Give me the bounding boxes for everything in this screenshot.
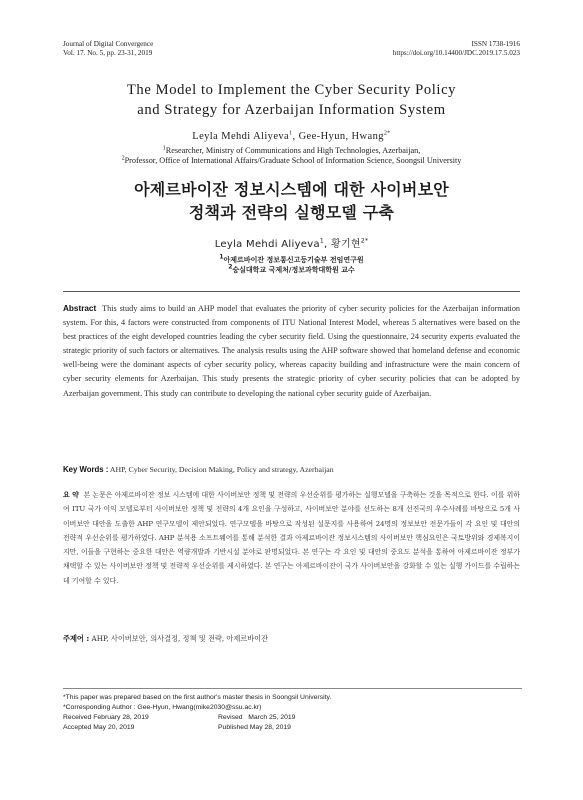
aff-1-sup: 1 (162, 145, 166, 152)
author-1: Leyla Mehdi Aliyeva (192, 131, 290, 142)
abstract-label: Abstract (63, 304, 97, 313)
title-en-line1: The Model to Implement the Cyber Security Policy (126, 82, 457, 98)
title-ko-line1: 아제르바이잔 정보시스템에 대한 사이버보안 (134, 180, 449, 199)
journal-volume: Vol. 17. No. 5, pp. 23-31, 2019 (63, 49, 153, 57)
author-2-sup: 2* (383, 130, 391, 137)
revised-date: Revised March 25, 2019 (218, 714, 296, 721)
abstract-ko-label: 요 약 (63, 491, 79, 499)
journal-name: Journal of Digital Convergence (63, 40, 154, 48)
affiliation-en-1: $^1$Researcher, Ministry of Communications and High Technologies, Azerbaijan, (162, 145, 421, 155)
author-2: Gee-Hyun, Hwang (298, 131, 384, 142)
title-ko-line2: 정책과 전략의 실행모델 구축 (188, 203, 395, 222)
abstract-ko-text: 본 논문은 아제르바이잔 정보 시스템에 대한 사이버보안 정책 및 전략의 우선순위를 평가하는 실행모델을 구축하는 것을 목적으로 한다. 이를 위하여 ITU 국가 이익 모델로부터 사이버보안 정책 및 전략의 4개 요인을 구성하고, 사이버보안 분야를 선도하는 8개 선진국의 우수사례를 바탕으로 5개 사이버보안 대안을 도출한 AHP 연구모델이 제안되었다. 연구모델을 바탕으로 작성된 설문지를 사용하여 24명의 정보보안 전문가들이 각 요인 및 대안의 전략적 우선순위를 평가하였다. AHP 분석용 소프트웨어를 통해 분석한 결과 아제르바이잔 정보시스템의 사이버보안 핵심요인은 국토방위와 경제복지이지만, 이들을 구현하는 중요한 대안은 역량개발과 기반시설 분야로 판명되었다. 본 연구는 각 요인 및 대안의 중요도 분석을 통하여 아제르바이잔 정부가 채택할 수 있는 사이버보안 정책 및 전략적 우선순위를 제시하였다. 본 연구는 아제르바이잔이 국가 사이버보안을 강화할 수 있는 실행 가이드를 수립하는데 기여할 수 있다. (63, 491, 520, 585)
accepted-label: Accepted (63, 724, 92, 731)
keywords-ko-text: AHP, 사이버보안, 의사결정, 정책 및 전략, 아제르바이잔 (91, 634, 269, 643)
divider-top (63, 291, 520, 292)
keywords-ko (63, 632, 520, 646)
accepted-date: Accepted May 20, 2019 (63, 724, 135, 731)
keywords-text: AHP, Cyber Security, Decision Making, Policy and strategy, Azerbaijan (109, 465, 334, 474)
authors-ko: Leyla Mehdi Aliyeva$^1$, 황기현$^{2*}$ (214, 237, 369, 250)
abstract-ko (63, 488, 520, 588)
abstract-en (63, 302, 520, 401)
received-label: Received (63, 714, 92, 721)
abstract-text: This study aims to build an AHP model that evaluates the priority of cyber security policies for the Azerbaijan information system. For this, 4 factors were constructed from components of ITU National Interest Model, whereas 5 alternatives were based on the best practices of the eight developed countries leading the cyber security field. Using the questionnaire, 24 security experts evaluated the strategic priority of such factors or alternatives. The analysis results using the AHP software showed that homeland defense and economic well-being were the dominant aspects of cyber security policy, whereas capacity building and infrastructure were the main concern of cyber security elements for Azerbaijan. This study presents the strategic priority of cyber security policies that can be adopted by Azerbaijan government. This study can contribute to developing the national cyber security guide of Azerbaijan. (63, 304, 521, 398)
keywords-en (63, 464, 520, 475)
received-date: Received February 28, 2019 (63, 714, 149, 721)
revised-label: Revised (218, 714, 243, 721)
affiliation-ko-2: $^2$숭실대학교 국제처/정보과학대학원 교수 (228, 263, 355, 274)
author-separator: , (292, 131, 299, 142)
affiliation-ko-1: $^1$아제르바이잔 정보통신고등기술부 전임연구원 (219, 253, 364, 264)
published-date: Published May 28, 2019 (218, 724, 291, 731)
divider-footnote (63, 688, 522, 689)
affiliation-en-2: $^2$Professor, Office of International Affairs/Graduate School of Information Science, Soongsil University (121, 155, 462, 165)
author-ko-1: Leyla Mehdi Aliyeva (214, 239, 320, 250)
keywords-label: Key Words : (63, 465, 109, 474)
doi-link[interactable]: https://doi.org/10.14400/JDC.2019.17.5.023 (392, 49, 520, 57)
aff-2-sup: 2 (121, 155, 125, 162)
journal-issn: ISSN 1738-1916 (471, 40, 520, 48)
authors-en (40, 130, 543, 144)
footnote-corresponding-author: *Corresponding Author : Gee-Hyun, Hwang(mike2030@ssu.ac.kr) (63, 704, 262, 711)
author-ko-2: 황기현 (330, 239, 361, 250)
keywords-ko-label: 주제어 : (63, 634, 90, 643)
author-1-sup: 1 (289, 130, 293, 137)
footnote-thesis: *This paper was prepared based on the first author's master thesis in Soongsil University. (63, 694, 332, 701)
title-en-line2: and Strategy for Azerbaijan Information System (137, 102, 446, 118)
published-label: Published (218, 724, 248, 731)
